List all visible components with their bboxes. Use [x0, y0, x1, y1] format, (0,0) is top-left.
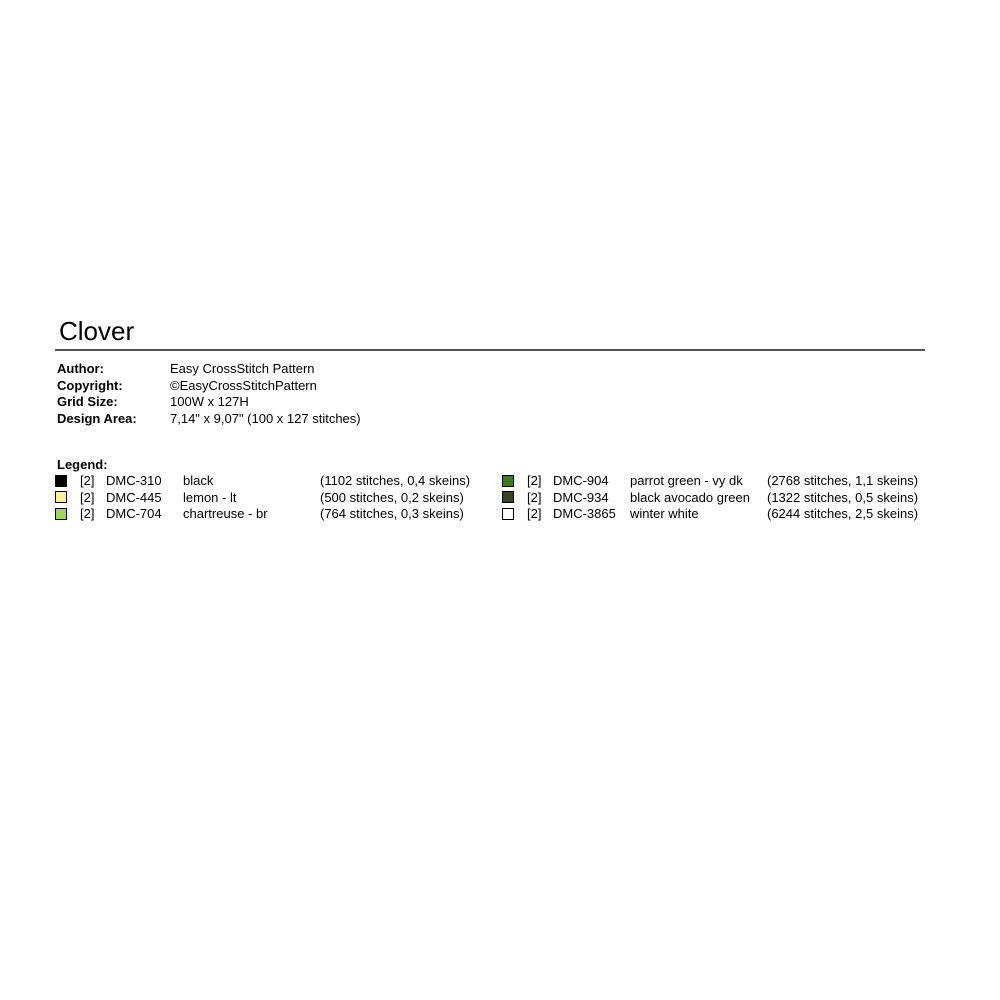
color-swatch	[502, 475, 514, 487]
legend-strands: [2]	[80, 489, 95, 505]
legend-item	[501, 473, 931, 490]
copyright-label: Copyright:	[57, 377, 123, 393]
legend-color-name: lemon - lt	[183, 489, 237, 505]
legend-color-name: parrot green - vy dk	[630, 473, 743, 488]
legend-strands: [2]	[80, 473, 95, 488]
legend-code: DMC-3865	[553, 506, 616, 521]
color-swatch	[55, 491, 67, 503]
legend-stitch-count: (764 stitches, 0,3 skeins)	[320, 506, 464, 521]
legend-strands: [2]	[527, 489, 542, 505]
legend-color-name: black avocado green	[630, 489, 750, 505]
title-divider	[55, 349, 925, 351]
legend-strands: [2]	[80, 506, 95, 521]
legend-color-name: winter white	[630, 506, 699, 521]
legend-color-name: chartreuse - br	[183, 506, 268, 521]
legend-stitch-count: (500 stitches, 0,2 skeins)	[320, 489, 464, 505]
legend-item	[54, 506, 484, 523]
grid-size-label: Grid Size:	[57, 394, 118, 409]
color-swatch	[55, 475, 67, 487]
legend-item	[501, 506, 931, 523]
legend-stitch-count: (6244 stitches, 2,5 skeins)	[767, 506, 919, 521]
color-swatch	[55, 508, 67, 520]
legend-column-right	[501, 473, 931, 523]
design-area-value: 7,14" x 9,07" (100 x 127 stitches)	[170, 410, 361, 426]
author-label: Author:	[57, 361, 104, 376]
legend-strands: [2]	[527, 473, 542, 488]
pattern-title: Clover	[59, 316, 135, 346]
legend-code: DMC-934	[553, 489, 609, 505]
legend-item	[501, 490, 931, 507]
legend-heading: Legend:	[57, 457, 108, 472]
legend-strands: [2]	[527, 506, 542, 521]
author-value: Easy CrossStitch Pattern	[170, 361, 315, 376]
color-swatch	[502, 491, 514, 503]
grid-size-value: 100W x 127H	[170, 394, 249, 409]
legend-code: DMC-904	[553, 473, 609, 488]
copyright-value: ©EasyCrossStitchPattern	[170, 377, 317, 393]
legend-column-left	[54, 473, 484, 523]
legend-stitch-count: (1102 stitches, 0,4 skeins)	[320, 473, 471, 488]
legend-stitch-count: (2768 stitches, 1,1 skeins)	[767, 473, 919, 488]
legend-color-name: black	[183, 473, 214, 488]
color-swatch	[502, 508, 514, 520]
legend-item	[54, 473, 484, 490]
design-area-label: Design Area:	[57, 410, 137, 426]
legend-code: DMC-445	[106, 489, 162, 505]
legend-code: DMC-310	[106, 473, 162, 488]
legend-stitch-count: (1322 stitches, 0,5 skeins)	[767, 489, 919, 505]
legend-item	[54, 490, 484, 507]
legend-code: DMC-704	[106, 506, 162, 521]
